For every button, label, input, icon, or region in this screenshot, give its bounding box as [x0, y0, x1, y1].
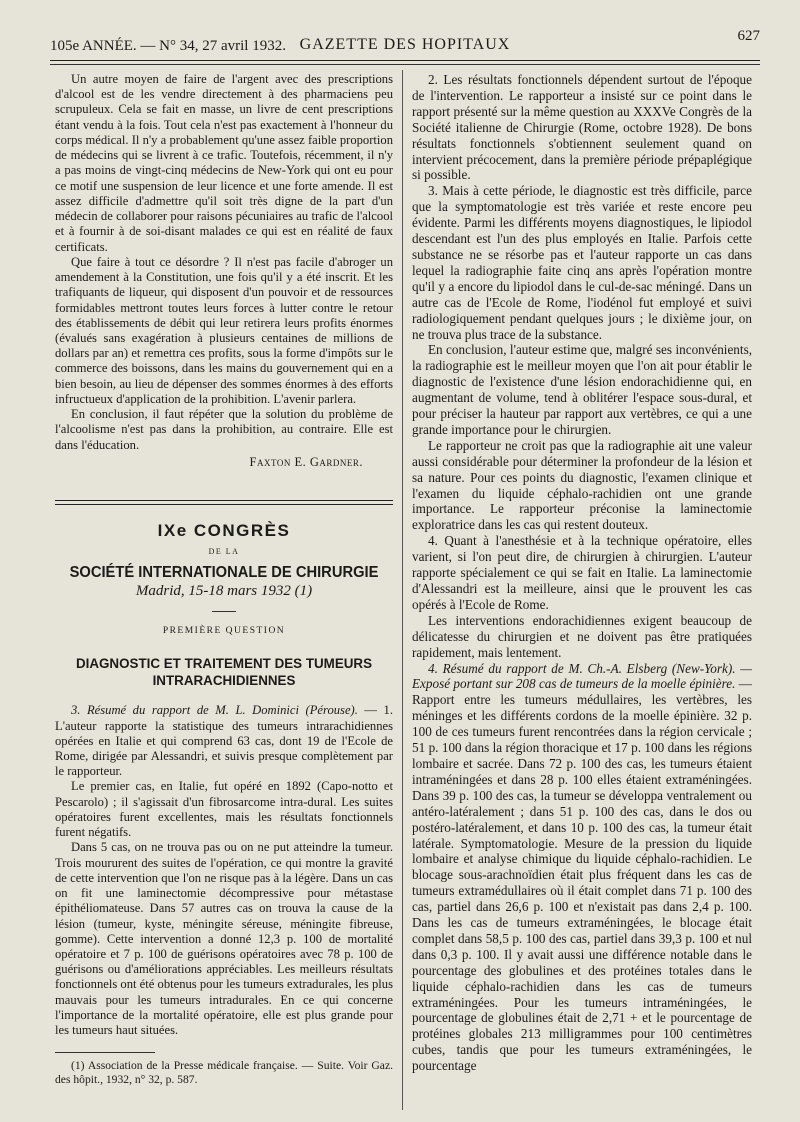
header-rule — [50, 60, 760, 61]
paragraph: Un autre moyen de faire de l'argent avec des prescriptions d'alcool est de les vendre directement à des pharmaciens peu scrupuleux. Cela se fait en masse, un livre de cent prescriptions étant vendu à la fois. Tout cela n'est pas exactement à l'honneur du corps médical. Il n'y a probablement qu'une assez faible proportion de médecins qui se livrent à ce trafic. Toutefois, récemment, il n'y a pas moins de vingt-cinq médecins de New-York qui ont eu pour ce motif une suspension de leur licence et une forte amende. Il est assez difficile d'admettre qu'il soit très digne de la part d'un médecin de collaborer pour raisons pécuniaires au trafic de l'alcool et à fournir à de soi-disant malades ce qui est en réalité de faux certificats. — [55, 72, 393, 254]
paragraph: Le rapporteur ne croit pas que la radiographie ait une valeur aussi considérable pour déterminer la profondeur de la lésion et sa nature. Pour ces points du diagnostic, l'examen clinique et l'examen du liquide céphalo-rachidien ont une grande importance. Le rapporteur préconise la laminectomie exploratrice dans les cas qui restent douteux. — [412, 437, 752, 533]
resume-heading: 3. Résumé du rapport de M. L. Dominici (Pérouse). — [71, 703, 358, 718]
page-number: 627 — [737, 28, 760, 44]
paragraph: Dans 5 cas, on ne trouva pas ou on ne put atteindre la tumeur. Trois moururent des suites de l'opération, ce qui montre la gravité de cette intervention que l'on ne risque pas à la légère. Dans un cas on fit une laminectomie décompressive pour métastase épithéliomateuse. Dans 57 autres cas on trouva la cause de la lésion (tumeur, kyste, méningite séreuse, méningite fibreuse, gomme). Cette intervention a donné 12,3 p. 100 de mortalité opératoire et 7 p. 100 de guérisons opératoires avec 78 p. 100 de guérisons ou d'améliorations appréciables. Les meilleurs résultats fonctionnels ont été obtenus pour les tumeurs extradurales, les plus mauvais pour les tumeurs intradurales. En ce qui concerne l'importance de la mortalité opératoire, elle est plus grande pour les tumeurs haut situées. — [55, 840, 393, 1038]
paragraph: Que faire à tout ce désordre ? Il n'est pas facile d'abroger un amendement à la Constitution, une fois qu'il y a été inscrit. Et les trafiquants de liqueur, qui disposent d'un pouvoir et de ressources formidables mettront toutes leurs forces à lutter contre le retour des établissements de débit qui leur retirera leurs profits énormes (évalués sans exagération à plusieurs centaines de millions de dollars par an) et remettra ces profits, sous la forme d'impôts sur le commerce des boissons, dans les mains du gouvernement qui en a bien besoin, au lieu de dépenser des sommes énormes à des efforts infructueux d'application de la prohibition. L'avenir parlera. — [55, 254, 393, 406]
paragraph: 3. Mais à cette période, le diagnostic est très difficile, parce que la symptomatologie est très variée et reste encore peu évidente. Parmi les différents moyens diagnostiques, le lipiodol descendant est l'un des plus employés en Italie. Parfois cette substance ne se résorbe pas et l'auteur rapporte un cas dans lequel la radiographie faite cinq ans après l'opération montre qu'il y a encore du lipiodol dans le cul-de-sac méningé. Dans un autre cas de l'Ecole de Rome, l'iodénol fut employé et suivi radiologiquement pendant quelques jours ; le dixième jour, on ne trouva plus trace de la substance. — [412, 183, 752, 342]
section-title — [55, 655, 393, 689]
issue-info: 105e ANNÉE. — N° 34, 27 avril 1932. — [50, 38, 286, 54]
short-dash — [212, 611, 236, 612]
resume-text: — Rapport entre les tumeurs médullaires, les vertèbres, les méninges et les différents cordons de la moelle épinière. 32 p. 100 de ces tumeurs furent rencontrées dans la région cervicale ; 51 p. 100 dans la région thoracique et 17 p. 100 dans les régions lombaire et sacrée. Dans 72 p. 100 des cas, les tumeurs étaient intraméningées et dans 28 p. 100 elles étaient extraméningées. Dans 39 p. 100 des cas, la tumeur se développa ventralement ou antéro-latéralement ; dans 51 p. 100 des cas, dans le dos ou postéro-latéralement, et dans 10 p. 100 des cas, la tumeur était latérale. Symptomatologie. Mesure de la pression du liquide lombaire et analyse chimique du liquide céphalo-rachidien. Le blocage sous-arachnoïdien était plus fréquent dans les cas de tumeurs extramédullaires où il était complet dans 71 p. 100 des cas, partiel dans 26,6 p. 100 et n'existait pas dans 2,4 p. 100. Dans les cas de tumeurs extraméningées, le blocage était complet dans 58,5 p. 100 des cas, partiel dans 39,3 p. 100 et nul dans 0,3 p. 100. Il y avait aussi une différence notable dans le pourcentage des globulines et des protéines totales dans le liquide céphalo-rachidien dans les cas de tumeurs extraméningées. Pour les tumeurs intraméningées, le pourcentage de globulines était de 2,71 + et le pourcentage de protéines globales 213 milligrammes pour 100 centimètres cubes, tandis que pour les tumeurs extraméningées, le pourcentage — [412, 676, 752, 1074]
resume-paragraph — [412, 661, 752, 1075]
page-header — [50, 20, 760, 58]
paragraph: 2. Les résultats fonctionnels dépendent surtout de l'époque de l'intervention. Le rapporteur a insisté sur ce point dans le rapport présenté sur la même question au XXXVe Congrès de la Société italienne de Chirurgie (Rome, octobre 1928). De bons résultats fonctionnels s'obtiennent seulement quand on intervient précocement, dans la première période prépaplégique si possible. — [412, 72, 752, 183]
section-rule — [55, 500, 393, 505]
question-label: PREMIÈRE QUESTION — [162, 626, 286, 637]
society-name: SOCIÉTÉ INTERNATIONALE DE CHIRURGIE — [69, 563, 379, 581]
footnote: (1) Association de la Presse médicale française. — Suite. Voir Gaz. des hôpit., 1932, n° 32, p. 587. — [55, 1059, 393, 1087]
resume-text: — 1. L'auteur rapporte la statistique des tumeurs intrarachidiennes opérées en Italie et qui comprend 63 cas, dont 19 de l'Ecole de Rome, dirigée par Alessandri, et suivis presque complètement par le rapporteur. — [55, 703, 394, 779]
publication-title: GAZETTE DES HOPITAUX — [299, 36, 511, 53]
section-title-line: DIAGNOSTIC ET TRAITEMENT DES TUMEURS — [75, 656, 373, 672]
header-rule-thin — [50, 64, 760, 65]
de-la-label: DE LA — [208, 547, 240, 557]
section-title-line: INTRARACHIDIENNES — [152, 673, 296, 689]
resume-paragraph — [55, 703, 393, 779]
paragraph: Les interventions endorachidiennes exigent beaucoup de délicatesse du chirurgien et ne doivent pas être pratiquées rapidement, mais lentement. — [412, 612, 752, 660]
paragraph: En conclusion, il faut répéter que la solution du problème de l'alcoolisme n'est pas dans la prohibition, au contraire. Elle est dans l'éducation. — [55, 407, 393, 452]
congress-title: IXe CONGRÈS — [157, 521, 291, 541]
paragraph: Le premier cas, en Italie, fut opéré en 1892 (Capo-notto et Pescarolo) ; il s'agissait d'un fibrosarcome intra-dural. Les suites opératoires furent excellentes, mais les résultats fonctionnels furent négatifs. — [55, 779, 393, 840]
right-column — [412, 72, 752, 1074]
resume-subheading: — Exposé portant sur 208 cas de tumeurs de la moelle épinière. — [412, 660, 752, 692]
paragraph: 4. Quant à l'anesthésie et à la technique opératoire, elles varient, si l'on peut dire, de chirurgien à chirurgien. L'auteur rapporte spécialement ce qui se fait en Italie. La laminectomie d'Alessandri est la meilleure, ainsi que le prouvent les cas opérés à l'Ecole de Rome. — [412, 533, 752, 612]
footnote-rule — [55, 1052, 155, 1053]
left-column — [55, 72, 393, 1087]
congress-dates: Madrid, 15-18 mars 1932 (1) — [135, 582, 313, 599]
author-signature: Faxton E. Gardner. — [249, 454, 363, 469]
paragraph: En conclusion, l'auteur estime que, malgré ses inconvénients, la radiographie est le meilleur moyen que l'on ait pour établir le diagnostic de l'existence d'une lésion endorachidienne qui, en augmentant de volume, tend à oblitérer l'espace sous-dural, et pour préciser la hauteur par rapport aux vertèbres, ce qui a une grande importance pour le chirurgien. — [412, 342, 752, 437]
resume-heading: 4. Résumé du rapport de M. Ch.-A. Elsberg (New-York). — [428, 660, 736, 676]
column-divider — [402, 70, 403, 1110]
